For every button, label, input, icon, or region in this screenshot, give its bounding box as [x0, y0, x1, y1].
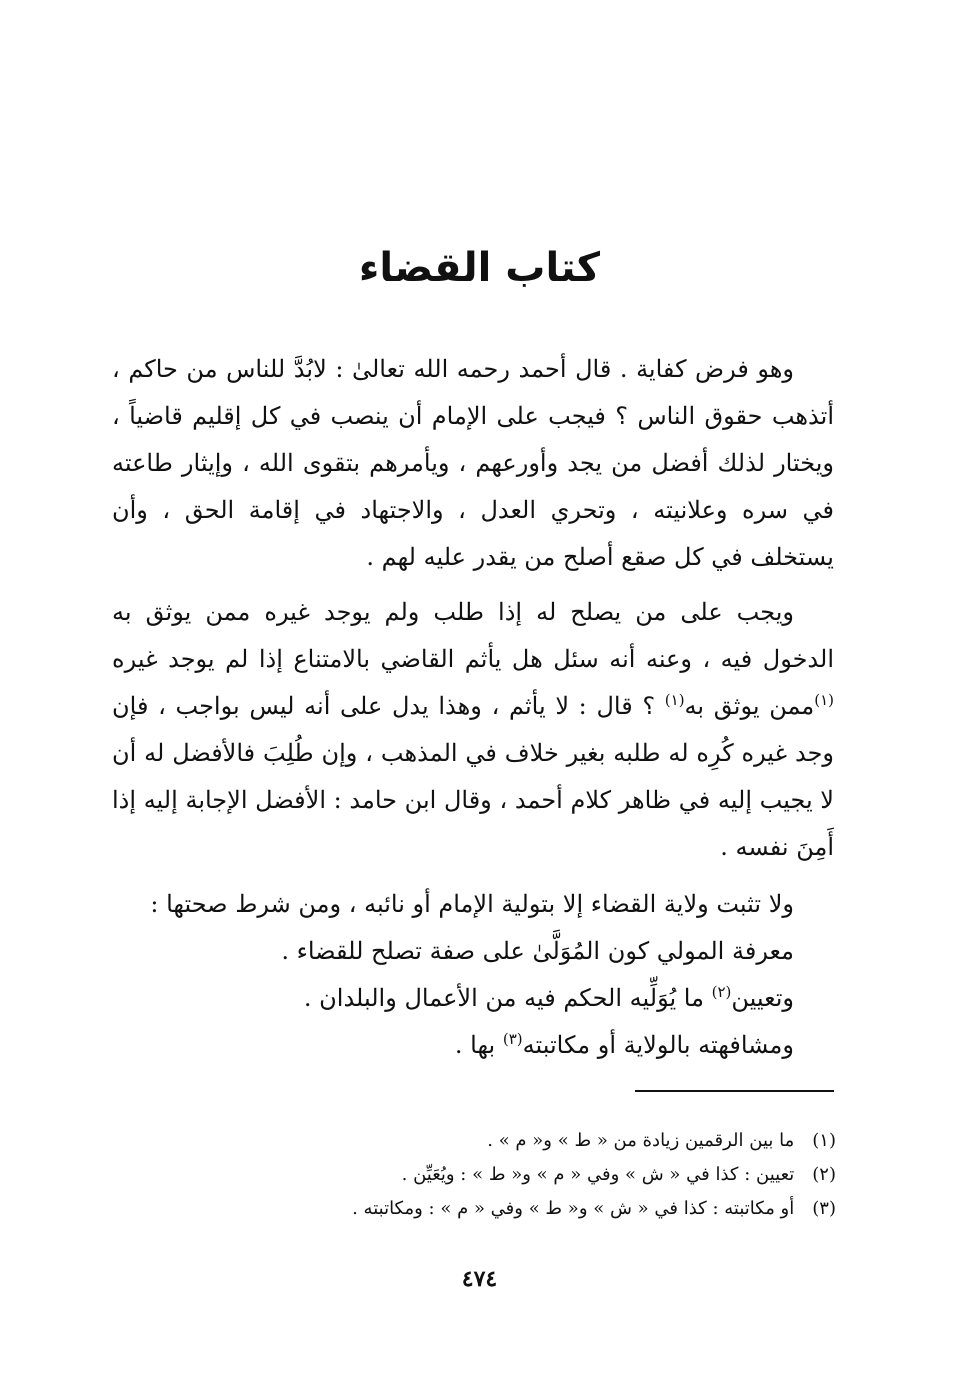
conditions-intro: ولا تثبت ولاية القضاء إلا بتولية الإمام أو نائبه ، ومن شرط صحتها : [150, 890, 794, 918]
condition-item-2 [112, 975, 834, 1022]
condition-item-2-lead: وتعيين [731, 984, 794, 1012]
paragraph-2-part-1: ويجب على من يصلح له إذا طلب ولم يوجد غيره ممن يوثق به الدخول فيه ، وعنه أنه سئل هل يأثم القاضي بالامتناع إذا لم يوجد غيره [112, 598, 834, 673]
main-text [112, 346, 834, 1069]
page-number: ٤٧٤ [461, 1266, 498, 1292]
footnote-marker-1-end: (١) [664, 691, 685, 709]
paragraph-2 [112, 589, 834, 871]
footnote-2 [116, 1158, 836, 1192]
spacer [112, 871, 834, 881]
footnote-text: تعيين : كذا في « ش » وفي « م » و« ط » : ويُعَيِّن . [401, 1164, 795, 1185]
footnote-number: (٣) [812, 1198, 836, 1219]
paragraph-1: وهو فرض كفاية . قال أحمد رحمه الله تعالىٰ : لابُدَّ للناس من حاكم ، أتذهب حقوق الناس ؟ فيجب على الإمام أن ينصب في كل إقليم قاضياً ، ويختار لذلك أفضل من يجد وأورعهم ، ويأمرهم بتقوى الله ، وإيثار طاعته في سره وعلانيته ، وتحري العدل ، والاجتهاد في إقامة الحق ، وأن يستخلف في كل صقع أصلح من يقدر عليه لهم . [112, 355, 834, 571]
paragraph-2-part-2: ممن يوثق به [684, 692, 815, 720]
condition-item-3 [112, 1022, 834, 1069]
footnote-separator [635, 1090, 834, 1092]
condition-item-3-rest: بها . [454, 1031, 496, 1059]
condition-item-1: معرفة المولي كون المُوَلَّىٰ على صفة تصلح للقضاء . [281, 937, 794, 965]
footnote-number: (٢) [812, 1164, 836, 1185]
footnote-marker-2: (٢) [711, 983, 732, 1001]
paragraph-2-part-3: ؟ قال : لا يأثم ، وهذا يدل على أنه ليس بواجب ، فإن وجد غيره كُرِه له طلبه بغير خلاف في المذهب ، وإن طُلِبَ فالأفضل له أن لا يجيب إليه في ظاهر كلام أحمد ، وقال ابن حامد : الأفضل الإجابة إليه إذا أَمِنَ نفسه . [112, 692, 834, 861]
footnote-marker-1: (١) [814, 691, 834, 709]
condition-item-3-lead: ومشافهته بالولاية أو مكاتبته [522, 1031, 794, 1059]
footnote-1 [116, 1124, 836, 1158]
footnote-text: ما بين الرقمين زيادة من « ط » و« م » . [487, 1130, 795, 1151]
footnotes [116, 1124, 836, 1226]
footnote-3 [116, 1192, 836, 1226]
condition-item-2-rest: ما يُوَلِّيه الحكم فيه من الأعمال والبلدان . [303, 984, 704, 1012]
chapter-title: كتاب القضاء [358, 245, 601, 291]
footnote-number: (١) [812, 1130, 836, 1151]
footnote-text: أو مكاتبته : كذا في « ش » و« ط » وفي « م » : ومكاتبته . [352, 1198, 795, 1219]
footnote-marker-3: (٣) [502, 1030, 523, 1048]
